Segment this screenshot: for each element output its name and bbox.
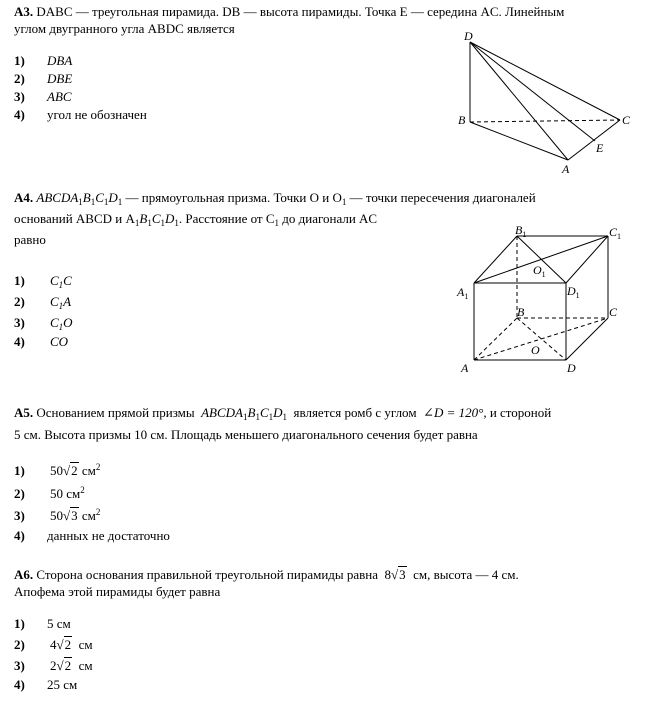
subscript: 1 [341, 197, 347, 207]
q4-line2-rest: . Расстояние от C [178, 211, 275, 226]
q6-line1: А6. Сторона основания правильной треугольной пирамиды равна 8√3 см, высота — 4 см. [14, 567, 519, 582]
option-number: 2) [14, 486, 25, 501]
q6-text [14, 566, 639, 600]
label-C: C [609, 305, 618, 319]
label-D: D [567, 361, 576, 375]
option-text: 4√2 см [50, 637, 93, 652]
subscript: 1 [103, 197, 109, 207]
subscript: 1 [160, 218, 165, 228]
label-B1: $B_1$ [515, 223, 527, 239]
q4-prism-c: C [95, 190, 104, 205]
q4-line2-c: C [151, 211, 161, 226]
option-text: 50 $см^2$ [50, 485, 85, 501]
option-number: 4) [14, 528, 25, 543]
subscript: 1 [90, 197, 96, 207]
subscript: 1 [174, 218, 179, 228]
option-text: DBA [47, 53, 73, 68]
q4-line2-d: D [165, 211, 175, 226]
q6-side-root: 3 [399, 567, 406, 582]
option-text: 5 см [47, 616, 71, 631]
option-text: данных не достаточно [47, 528, 170, 543]
option-text: угол не обозначен [47, 107, 147, 122]
q4-line2-tail: до диагонали AC [279, 211, 378, 226]
option-number: 4) [14, 107, 25, 122]
option-text: ABC [47, 89, 72, 104]
q6-stem-a: Сторона основания правильной треугольной пирамиды равна [36, 567, 379, 582]
option-text: 50√2 $см^2$ [50, 462, 101, 478]
label-A: A [461, 361, 469, 375]
option-text: CO [50, 334, 69, 349]
option-number: 2) [14, 637, 25, 652]
option-number: 3) [14, 658, 25, 673]
q4-prism-figure [455, 222, 635, 378]
q4-prism-b: B [82, 190, 91, 205]
q5-line1: А5. Основанием прямой призмы $ABCDA_1B_1C_1D_1$ является ромб с углом ∠D = 120°, и стороной [14, 405, 552, 422]
option-number: 2) [14, 71, 25, 86]
q4-line1 [14, 189, 639, 206]
q4-stem-line2: оснований ABCD и A [14, 211, 135, 226]
option-text: 50√3 $см^2$ [50, 507, 101, 523]
subscript: 1 [147, 218, 152, 228]
q6-number: А6. [14, 567, 34, 582]
option-number: 3) [14, 508, 25, 523]
option-number: 1) [14, 463, 25, 478]
q3-number: А3. [14, 4, 34, 19]
q3-stem-line2: углом двугранного угла ABDC является [14, 21, 235, 36]
option-text: 2√2 см [50, 658, 93, 673]
q3-pyramid-figure [450, 28, 640, 178]
option-number: 3) [14, 315, 25, 330]
option-text: $C_1O$ [50, 315, 73, 332]
label-B: B [517, 305, 525, 319]
label-B: B [458, 113, 466, 127]
option-text: $C_1A$ [50, 294, 72, 311]
label-O: O [531, 343, 540, 357]
q5-prism-d: D [273, 405, 283, 420]
q3-line1 [14, 3, 639, 20]
option-text: $C_1C$ [50, 273, 72, 290]
option-number: 3) [14, 89, 25, 104]
option-text: 25 см [47, 677, 78, 692]
q5-stem-line2: 5 см. Высота призмы 10 см. Площадь меньшего диагонального сечения будет равна [14, 427, 478, 442]
label-A1: $A_1$ [457, 285, 469, 301]
q6-stem-line2: Апофема этой пирамиды будет равна [14, 584, 221, 599]
q5-prism-b: B [247, 405, 256, 420]
subscript: 1 [78, 197, 83, 207]
option-number: 1) [14, 53, 25, 68]
q5-prism-c: C [259, 405, 269, 420]
q4-line2-b: B [139, 211, 148, 226]
label-C: C [622, 113, 631, 127]
label-D1: $D_1$ [567, 284, 580, 300]
label-D: D [464, 29, 473, 43]
subscript: 1 [274, 218, 280, 228]
q4-stem-line1-tail: — точки пересечения диагоналей [346, 190, 536, 205]
subscript: 1 [117, 197, 123, 207]
option-number: 1) [14, 273, 25, 288]
q4-stem-line3: равно [14, 232, 46, 247]
q6-side-coef: 8 [384, 567, 392, 582]
q4-number: А4. [14, 190, 34, 205]
label-C1: $C_1$ [609, 225, 622, 241]
option-text: DBE [47, 71, 73, 86]
q5-stem-a: Основанием прямой призмы [36, 405, 195, 420]
q6-stem-c: см, высота — 4 см. [413, 567, 519, 582]
label-A: A [562, 162, 570, 176]
q4-prism-name: ABCDA [36, 190, 79, 205]
q5-stem-f: является ромб с углом [293, 405, 417, 420]
q3-stem-line1: DABC — треугольная пирамида. DB — высота пирамиды. Точка E — середина AC. Линейным [36, 4, 565, 19]
q5-stem-g: , и стороной [483, 405, 552, 420]
q4-prism-d: D [108, 190, 118, 205]
option-number: 2) [14, 294, 25, 309]
q5-text [14, 404, 639, 443]
q5-angle: ∠D = 120° [423, 405, 484, 420]
q5-number: А5. [14, 405, 34, 420]
option-number: 1) [14, 616, 25, 631]
q4-stem-line1: — прямоугольная призма. Точки O и O [122, 190, 342, 205]
subscript: 1 [134, 218, 140, 228]
label-E: E [596, 141, 604, 155]
q5-prism-name: ABCDA [201, 405, 243, 420]
option-number: 4) [14, 334, 25, 349]
label-O1: $O_1$ [533, 263, 546, 279]
option-number: 4) [14, 677, 25, 692]
